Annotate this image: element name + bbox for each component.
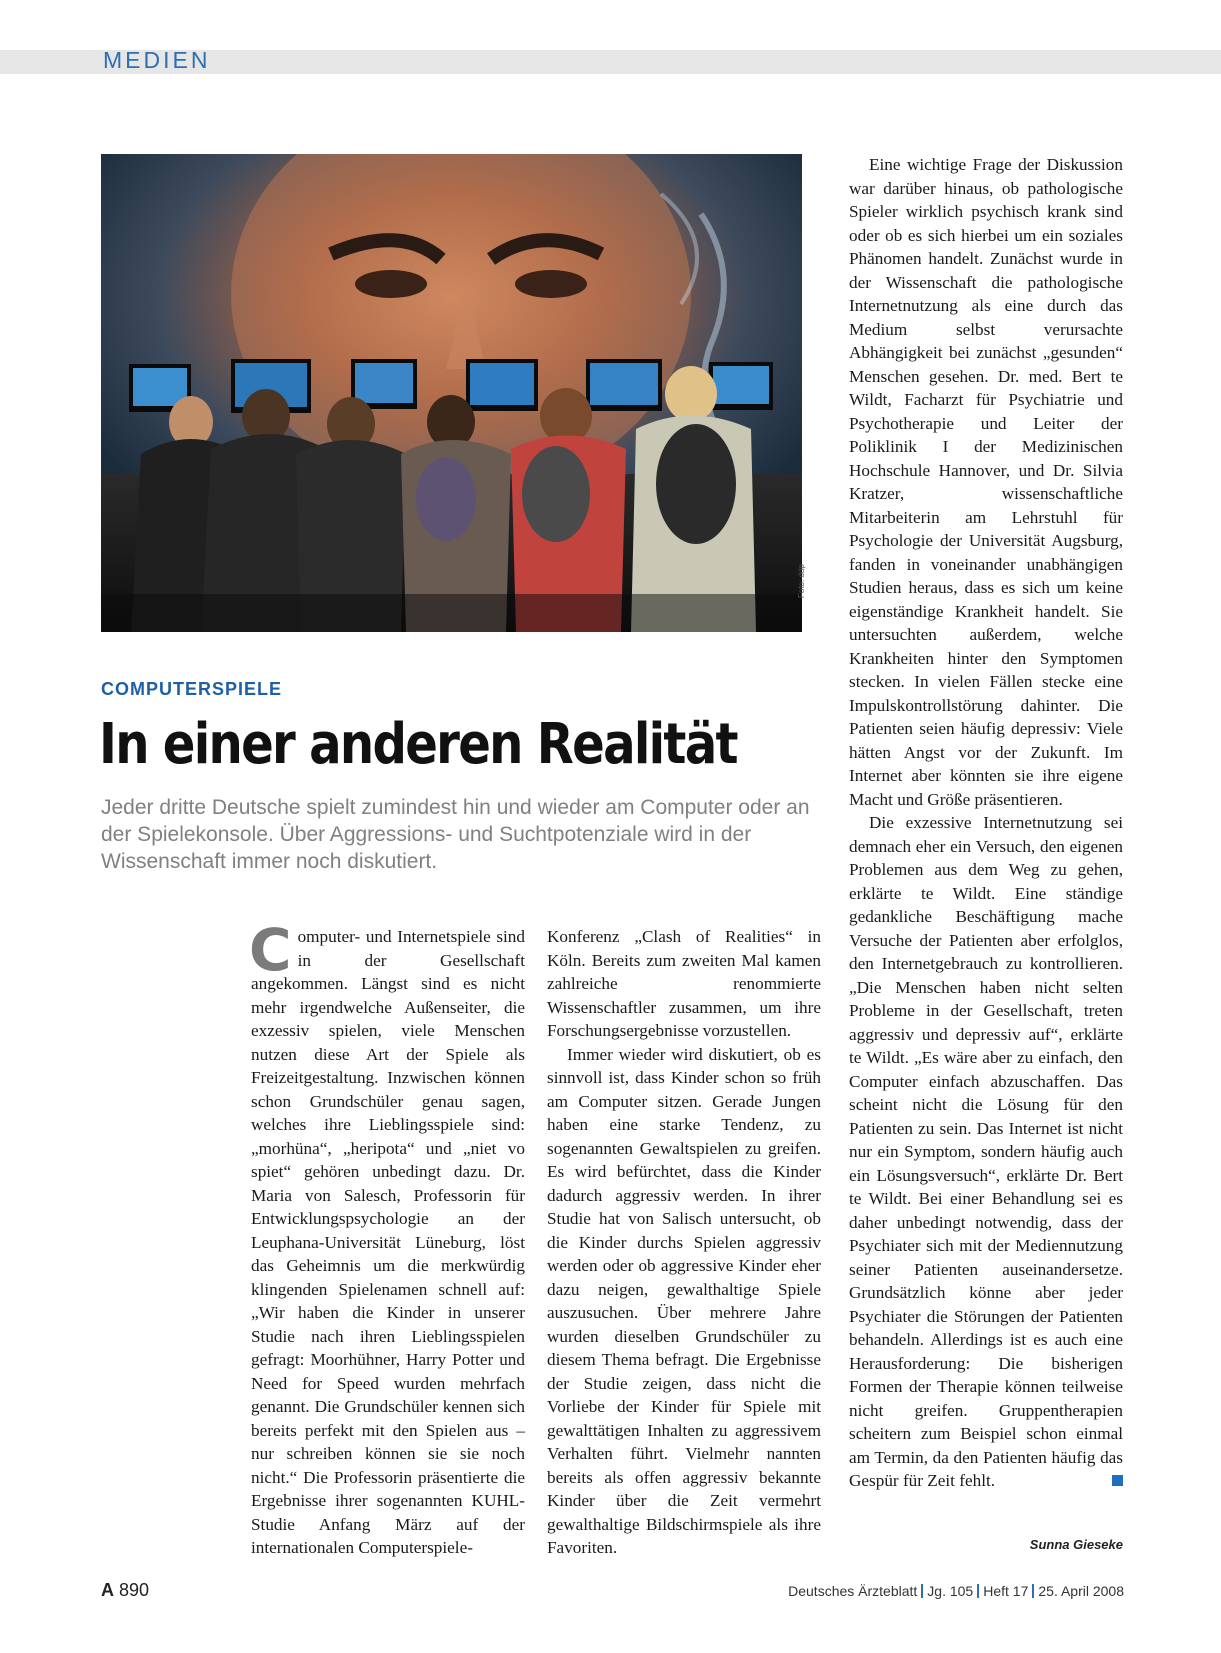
publication-name: Deutsches Ärzteblatt (788, 1583, 918, 1599)
issue: Heft 17 (983, 1583, 1029, 1599)
page-prefix: A (101, 1580, 114, 1600)
volume: Jg. 105 (927, 1583, 974, 1599)
article-lead: Jeder dritte Deutsche spielt zumindest hin und wieder am Computer oder an der Spielekonsole. Über Aggressions- und Suchtpotenziale wird in der Wissenschaft immer noch diskutiert. (101, 796, 810, 873)
page-number-value: 890 (119, 1580, 150, 1600)
body-paragraph: Die exzessive Internetnutzung sei demnach eher ein Versuch, den eigenen Problemen aus dem Weg zu gehen, erklärte te Wildt. Eine ständige gedankliche Beschäftigung mache Versuche der Patienten aber erfolglos, den Internetgebrauch zu kontrollieren. „Die Menschen haben nicht selten Probleme in der Gesellschaft, treten aggressiv und depressiv auf“, erklärte te Wildt. „Es wäre aber zu einfach, den Computer einfach abzuschaffen. Das scheint nicht die Lösung für den Patienten zu sein. Das Internet ist nicht nur ein Symptom, sondern häufig auch ein Lösungsversuch“, erklärte Dr. Bert te Wildt. Bei einer Behandlung sei es daher unbedingt notwendig, dass der Psychiater sich mit der Mediennutzung seiner Patienten auseinandersetze. Grundsätzlich könne aber jeder Psychiater die Störungen der Patienten behandeln. Allerdings ist es auch eine Herausforderung: Die bisherigen Formen der Therapie können teilweise nicht greifen. Gruppentherapien scheitern zum Beispiel schon einmal am Termin, da den Patienten häufig das Gespür für Zeit fehlt. (849, 813, 1123, 1490)
photo-credit: Foto: ddp (797, 564, 806, 598)
body-column-1 (249, 916, 525, 1560)
body-paragraph: Eine wichtige Frage der Diskussion war darüber hinaus, ob pathologische Spieler wirklich psychisch krank sind oder ob es sich hierbei um ein soziales Phänomen handelt. Zunächst wurde in der Wissenschaft die pathologische Internetnutzung als eine durch das Medium selbst verursachte Abhängigkeit bei zunächst „gesunden“ Menschen gesehen. Dr. med. Bert te Wildt, Facharzt für Psychiatrie und Psychotherapie und Leiter der Poliklinik I der Medizinischen Hochschule Hannover, und Dr. Silvia Kratzer, wissenschaftliche Mitarbeiterin am Lehrstuhl für Psychologie der Universität Augsburg, fanden in voneinander unabhängigen Studien heraus, dass es sich um keine eigenständige Krankheit handelt. Sie untersuchten außerdem, welche Krankheiten hinter den Symptomen stecken. In vielen Fällen stecke eine Impulskontrollstörung dahinter. Die Patienten seien häufig depressiv: Viele hätten Angst vor der Zukunft. Im Internet aber könnten sie ihre eigene Macht und Größe präsentieren. (849, 155, 1123, 809)
body-paragraph: Konferenz „Clash of Realities“ in Köln. Bereits zum zweiten Mal kamen zahlreiche renommierte Wissenschaftler zusammen, um ihre Forschungsergebnisse vorzustellen. (547, 927, 821, 1040)
separator (977, 1584, 979, 1598)
page-number (101, 1580, 149, 1601)
body-column-2 (547, 925, 821, 1560)
body-paragraph: Immer wieder wird diskutiert, ob es sinnvoll ist, dass Kinder schon so früh am Computer sitzen. Gerade Jungen haben eine starke Tendenz, zu sogenannten Gewaltspielen zu greifen. Es wird befürchtet, dass die Kinder dadurch aggressiv werden. In ihrer Studie hat von Salisch untersucht, ob die Kinder durchs Spielen aggressiv werden oder ob aggressive Kinder eher dazu neigen, gewalthaltige Spiele auszusuchen. Über mehrere Jahre wurden dieselben Grundschüler zu diesem Thema befragt. Die Ergebnisse der Studie zeigen, dass nicht die Vorliebe der Kinder für Spiele mit gewalttätigen Inhalten zu aggressivem Verhalten führt. Vielmehr nannten bereits als offen aggressiv bekannte Kinder über die Zeit vermehrt gewalthaltige Bildschirmspiele als ihre Favoriten. (547, 1044, 821, 1557)
separator (1032, 1584, 1034, 1598)
article-photo (101, 154, 802, 632)
drop-cap: C (249, 916, 292, 984)
article-headline: In einer anderen Realität (99, 712, 737, 777)
issue-date: 25. April 2008 (1038, 1583, 1124, 1599)
separator (921, 1584, 923, 1598)
end-mark-icon (1112, 1475, 1123, 1486)
article-kicker: COMPUTERSPIELE (101, 679, 283, 699)
author-byline: Sunna Gieseke (1029, 1537, 1123, 1552)
footer-publication (780, 1583, 1124, 1599)
section-label: MEDIEN (103, 47, 211, 73)
body-paragraph: omputer- und Internetspiele sind in der Gesellschaft angekommen. Längst sind es nicht mehr irgendwelche Außenseiter, die exzessiv spielen, viele Menschen nutzen diese Art der Spiele als Freizeitgestaltung. Inzwischen können schon Grundschüler genau sagen, welches ihre Lieblingsspiele sind: „morhüna“, „heripota“ und „niet vo spiet“ gehören unbedingt dazu. Dr. Maria von Salesch, Professorin für Entwicklungspsychologie an der Leuphana-Universität Lüneburg, löst das Geheimnis um die merkwürdig klingenden Spielenamen schnell auf: „Wir haben die Kinder in unserer Studie nach ihren Lieblingsspielen gefragt: Moorhühner, Harry Potter und Need for Speed wurden mehrfach genannt. Die Grundschüler kennen sich bereits perfekt mit den Spielen aus – nur schreiben können sie sie noch nicht.“ Die Professorin präsentierte die Ergebnisse ihrer sogenannten KUHL-Studie Anfang März auf der internationalen Computerspiele- (251, 927, 525, 1557)
body-column-3 (849, 153, 1123, 1493)
